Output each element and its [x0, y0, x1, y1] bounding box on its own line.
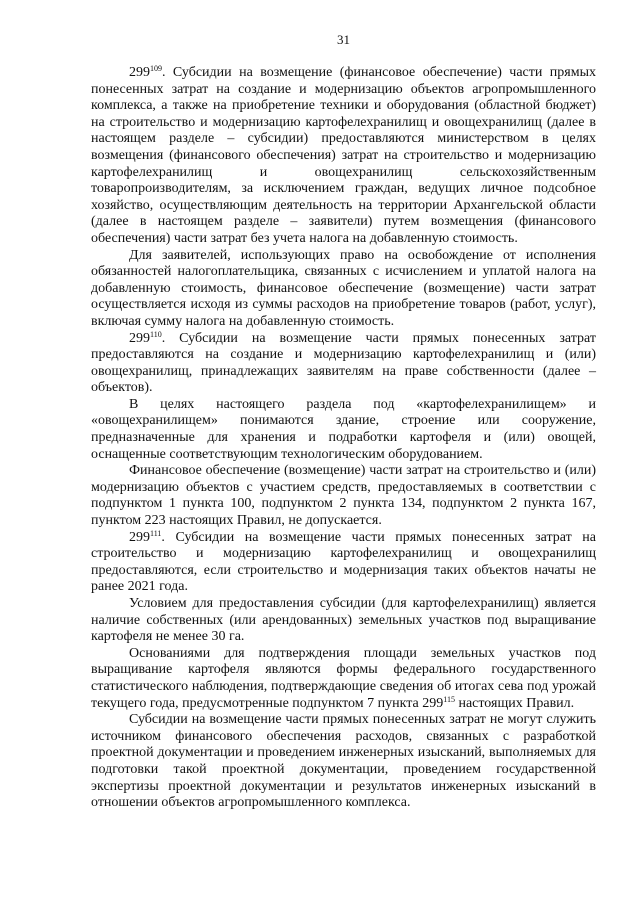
paragraph-text: Условием для предоставления субсидии (для картофелехранилищ) является наличие собственных (или арендованных) земельных участков под выращивание картофеля не менее 30 га. — [91, 596, 596, 645]
clause-number: 299 — [129, 529, 150, 545]
paragraph-text: В целях настоящего раздела под «картофелехранилищем» и «овощехранилищем» понимаются здание, строение или сооружение, предназначенные для хранения и подработки картофеля и (или) овощей, оснащенные соответствующим технологическим оборудованием. — [91, 396, 596, 462]
page-number: 31 — [337, 32, 350, 47]
document-body — [91, 65, 596, 812]
paragraph-definitions — [91, 397, 596, 463]
paragraph-299-110 — [91, 331, 596, 397]
paragraph-299-109 — [91, 65, 596, 248]
paragraph-text: Финансовое обеспечение (возмещение) части затрат на строительство и (или) модернизацию объектов с участием средств, предоставляемых в соответствии с подпунктом 1 пункта 100, подпунктом 2 пункта 134, подпунктом 2 пункта 167, пунктом 223 настоящих Правил, не допускается. — [91, 463, 596, 529]
paragraph-vat-exemption — [91, 248, 596, 331]
clause-number: 299 — [129, 65, 150, 80]
clause-superscript: 111 — [150, 528, 162, 538]
paragraph-condition — [91, 596, 596, 646]
clause-superscript: 110 — [150, 329, 162, 339]
paragraph-restrictions — [91, 712, 596, 812]
paragraph-not-allowed — [91, 463, 596, 529]
clause-superscript: 109 — [150, 64, 162, 73]
paragraph-text: . Субсидии на возмещение (финансовое обеспечение) части прямых понесенных затрат на создание и модернизацию объектов агропромышленного комплекса, а также на приобретение техники и оборудования (областной бюджет) на строительство и модернизацию картофелехранилищ и овощехранилищ (далее в настоящем разделе – субсидии) предоставляются министерством в целях возмещения (финансового обеспечения) затрат на строительство и модернизацию картофелехранилищ и овощехранилищ сельскохозяйственным товаропроизводителям, за исключением граждан, ведущих личное подсобное хозяйство, осуществляющим деятельность на территории Архангельской области (далее в настоящем разделе – заявители) путем возмещения (финансового обеспечения) части затрат без учета налога на добавленную стоимость. — [91, 65, 596, 246]
paragraph-text: . Субсидии на возмещение части прямых понесенных затрат на строительство и модернизацию картофелехранилищ и овощехранилищ предоставляются, если строительство и модернизация таких объектов начаты не ранее 2021 года. — [91, 529, 596, 595]
clause-superscript: 115 — [443, 694, 455, 704]
paragraph-text: Основаниями для подтверждения площади земельных участков под выращивание картофеля являются формы федерального государственного статистического наблюдения, подтверждающие сведения об итогах сева под урожай текущего года, предусмотренные подпунктом 7 пункта 299 — [91, 645, 596, 711]
paragraph-text: Субсидии на возмещение части прямых понесенных затрат не могут служить источником финансового обеспечения расходов, связанных с разработкой проектной документации и проведением инженерных изысканий, выполняемых для подготовки такой проектной документации, проведением государственной экспертизы проектной документации и результатов инженерных изысканий в отношении объектов агропромышленного комплекса. — [91, 712, 596, 811]
paragraph-text: Для заявителей, использующих право на освобождение от исполнения обязанностей налогоплательщика, связанных с исчислением и уплатой налога на добавленную стоимость, финансовое обеспечение (возмещение) части затрат осуществляется исходя из суммы расходов на приобретение товаров (работ, услуг), включая сумму налога на добавленную стоимость. — [91, 247, 596, 329]
paragraph-text-tail: настоящих Правил. — [454, 695, 575, 711]
paragraph-299-111 — [91, 530, 596, 596]
clause-number: 299 — [129, 330, 150, 346]
paragraph-grounds — [91, 646, 596, 712]
paragraph-text: . Субсидии на возмещение части прямых понесенных затрат предоставляются на создание и модернизацию картофелехранилищ и (или) овощехранилищ, принадлежащих заявителям на праве собственности (далее – объектов). — [91, 330, 596, 396]
